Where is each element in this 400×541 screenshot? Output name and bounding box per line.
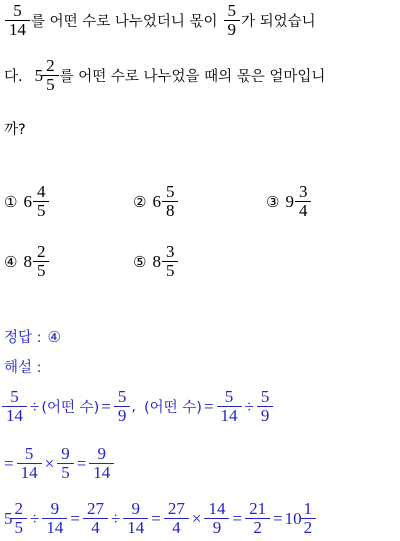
equals-sign: = xyxy=(70,508,80,528)
comma: , xyxy=(131,398,136,415)
fraction: $\frac{3}{5}$ xyxy=(164,243,177,280)
choice-4[interactable] xyxy=(4,243,50,280)
choice-number: ④ xyxy=(4,252,18,271)
mixed-whole: 10 xyxy=(284,508,302,528)
unknown-term: (어떤 수) xyxy=(144,400,202,416)
divide-sign: ÷ xyxy=(244,396,254,416)
times-sign: × xyxy=(44,453,55,473)
fraction: $\frac{5}{14}$ xyxy=(7,2,28,39)
fraction: $\frac{5}{9}$ xyxy=(259,388,272,425)
choice-1[interactable] xyxy=(4,183,50,220)
question-line-2 xyxy=(4,57,325,94)
mixed-whole: 8 xyxy=(23,251,32,271)
fraction: $\frac{5}{8}$ xyxy=(164,183,177,220)
fraction: $\frac{27}{4}$ xyxy=(166,500,187,537)
mixed-whole: 6 xyxy=(23,191,32,211)
fraction: $\frac{4}{5}$ xyxy=(35,183,48,220)
mixed-whole: 9 xyxy=(285,191,294,211)
fraction: $\frac{3}{4}$ xyxy=(297,183,310,220)
fraction: $\frac{9}{5}$ xyxy=(59,445,72,482)
choice-2[interactable] xyxy=(133,183,179,220)
fraction: $\frac{5}{9}$ xyxy=(116,388,129,425)
question-line-1 xyxy=(4,2,316,39)
explanation-label-line xyxy=(4,356,42,377)
question-text: 를 어떤 수로 나누었더니 몫이 xyxy=(31,14,218,30)
fraction: $\frac{2}{5}$ xyxy=(13,500,26,537)
fraction: $\frac{5}{14}$ xyxy=(19,445,40,482)
fraction: $\frac{1}{2}$ xyxy=(302,500,315,537)
equals-sign: = xyxy=(76,453,87,473)
divide-sign: ÷ xyxy=(110,508,121,528)
choice-number: ⑤ xyxy=(133,252,147,271)
choice-3[interactable] xyxy=(266,183,312,220)
equals-sign: = xyxy=(4,453,14,473)
equals-sign: = xyxy=(273,508,283,528)
fraction: $\frac{9}{14}$ xyxy=(91,445,112,482)
question-text: 까? xyxy=(4,122,26,138)
times-sign: × xyxy=(191,508,202,528)
choice-number: ① xyxy=(4,192,18,211)
fraction: $\frac{5}{14}$ xyxy=(4,388,25,425)
fraction: $\frac{9}{14}$ xyxy=(44,500,65,537)
choice-number: ② xyxy=(133,192,147,211)
question-text: 를 어떤 수로 나누었을 때의 몫은 얼마입니 xyxy=(59,69,326,85)
fraction: $\frac{27}{4}$ xyxy=(85,500,106,537)
fraction: $\frac{2}{5}$ xyxy=(35,243,48,280)
choice-5[interactable] xyxy=(133,243,179,280)
explanation-equation-1 xyxy=(4,388,274,425)
fraction: $\frac{5}{14}$ xyxy=(219,388,240,425)
fraction: $\frac{21}{2}$ xyxy=(247,500,268,537)
divide-sign: ÷ xyxy=(30,508,40,528)
question-text: 다. xyxy=(4,69,23,85)
mixed-whole: 8 xyxy=(152,251,161,271)
mixed-whole: 6 xyxy=(152,191,161,211)
divide-sign: ÷ xyxy=(30,396,40,416)
answer-line xyxy=(4,326,67,347)
fraction: $\frac{9}{14}$ xyxy=(125,500,146,537)
question-text: 가 되었습니 xyxy=(241,14,316,30)
equals-sign: = xyxy=(101,396,111,416)
mixed-whole: 5 xyxy=(4,508,13,528)
explanation-equation-3 xyxy=(4,500,317,537)
equals-sign: = xyxy=(232,508,243,528)
answer-value: ④ xyxy=(47,327,61,346)
fraction: $\frac{2}{5}$ xyxy=(44,57,57,94)
question-line-3 xyxy=(4,118,26,139)
answer-label: 정답 : xyxy=(4,330,42,346)
explanation-label: 해설 : xyxy=(4,360,42,376)
unknown-term: (어떤 수) xyxy=(41,400,100,416)
equals-sign: = xyxy=(151,508,161,528)
explanation-equation-2 xyxy=(4,445,115,482)
equals-sign: = xyxy=(203,396,214,416)
mixed-whole: 5 xyxy=(34,65,44,85)
fraction: $\frac{5}{9}$ xyxy=(226,2,239,39)
fraction: $\frac{14}{9}$ xyxy=(206,500,227,537)
choice-number: ③ xyxy=(266,192,280,211)
